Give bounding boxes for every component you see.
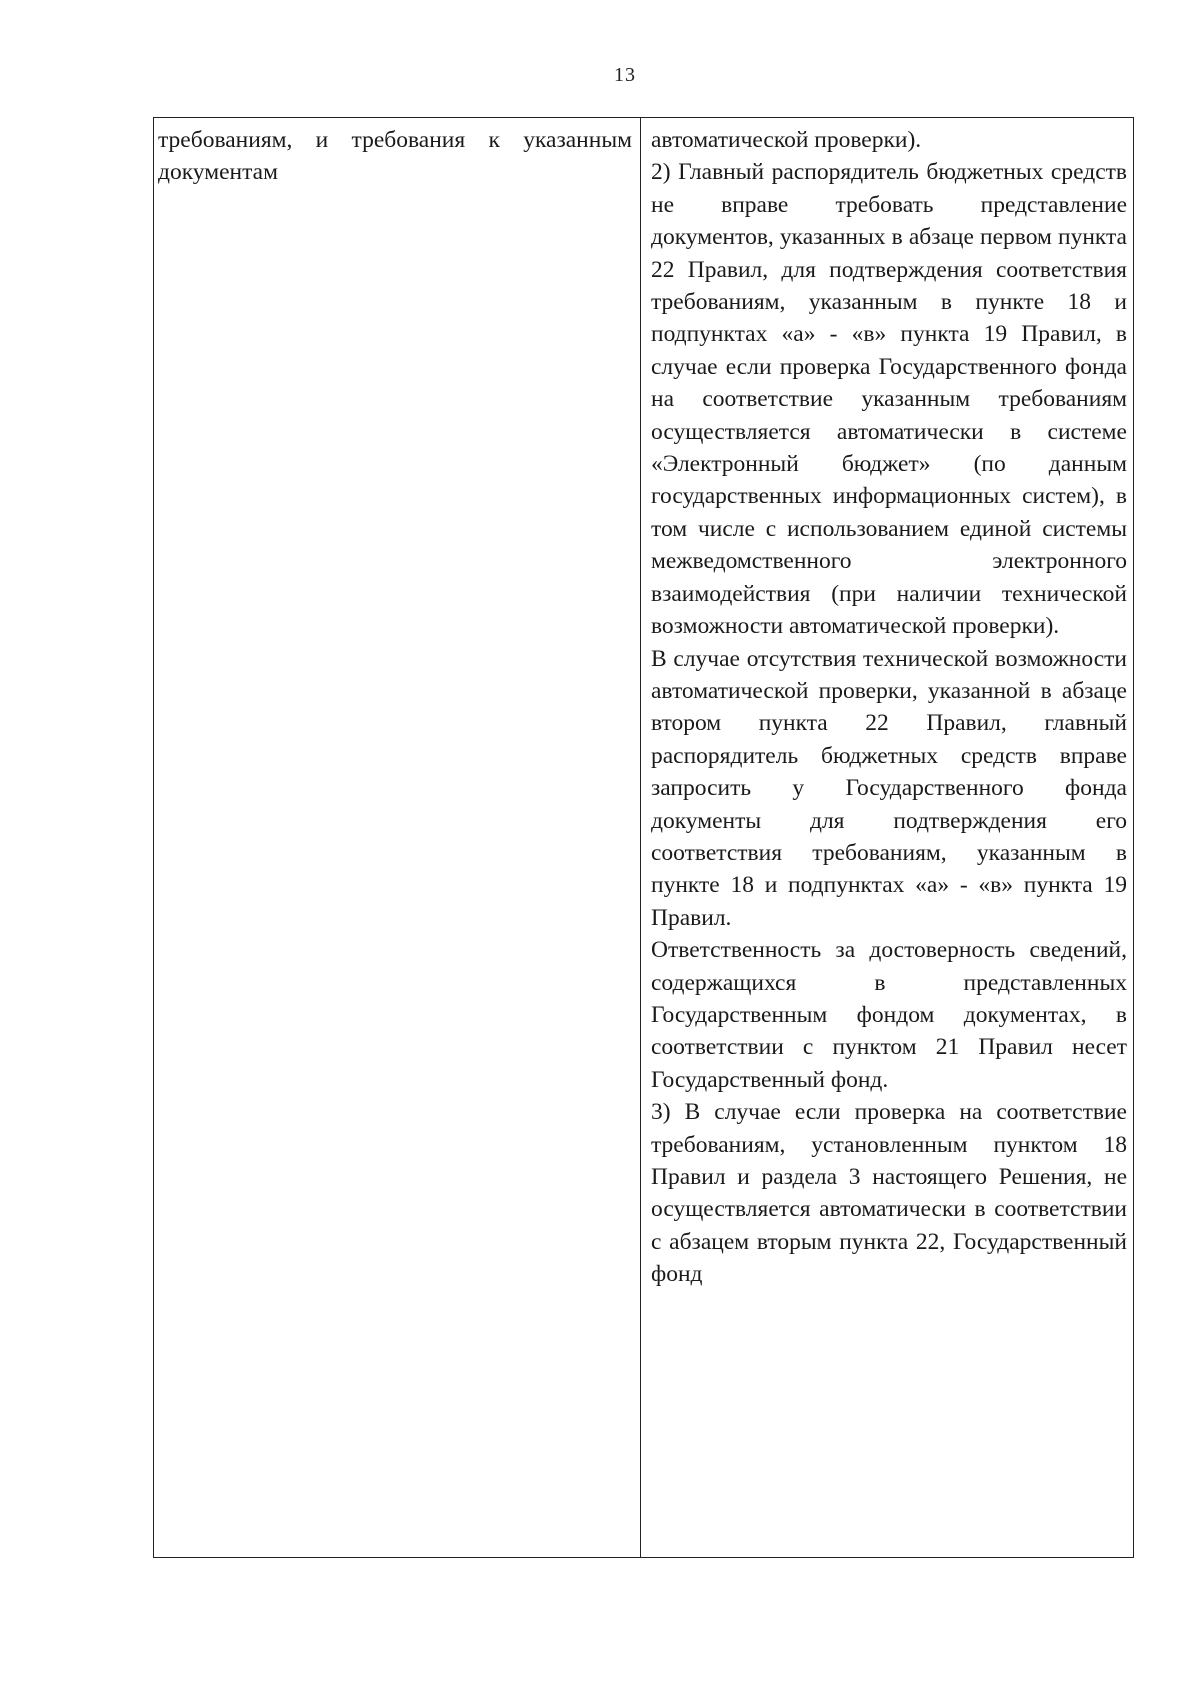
table-cell-left [154,118,641,1557]
table-cell-right [641,118,1133,1557]
left-cell-text: требованиям, и требования к указанным документам [158,127,632,186]
page-number: 13 [614,64,636,86]
right-cell-paragraph: 2) Главный распорядитель бюджетных средств не вправе требовать представление документов, указанных в абзаце первом пункта 22 Правил, для подтверждения соответствия требованиям, указанным в пункте 18 и подпунктах «а» - «в» пункта 19 Правил, в случае если проверка Государственного фонда на соответствие указанным требованиям осуществляется автоматически в системе «Электронный бюджет» (по данным государственных информационных систем), в том числе с использованием единой системы межведомственного электронного взаимодействия (при наличии технической возможности автоматической проверки). [651,159,1127,640]
right-cell-paragraph: Ответственность за достоверность сведений, содержащихся в представленных Государственным фондом документах, в соответствии с пунктом 21 Правил несет Государственный фонд. [651,937,1127,1093]
document-table [153,117,1134,1558]
right-cell-paragraph: 3) В случае если проверка на соответствие требованиям, установленным пунктом 18 Правил и раздела 3 настоящего Решения, не осуществляется автоматически в соответствии с абзацем вторым пункта 22, Государственный фонд [651,1099,1127,1288]
right-cell-paragraph: В случае отсутствия технической возможности автоматической проверки, указанной в абзаце втором пункта 22 Правил, главный распорядитель бюджетных средств вправе запросить у Государственного фонда документы для подтверждения его соответствия требованиям, указанным в пункте 18 и подпунктах «а» - «в» пункта 19 Правил. [651,645,1127,931]
right-cell-paragraph: автоматической проверки). [651,127,922,153]
